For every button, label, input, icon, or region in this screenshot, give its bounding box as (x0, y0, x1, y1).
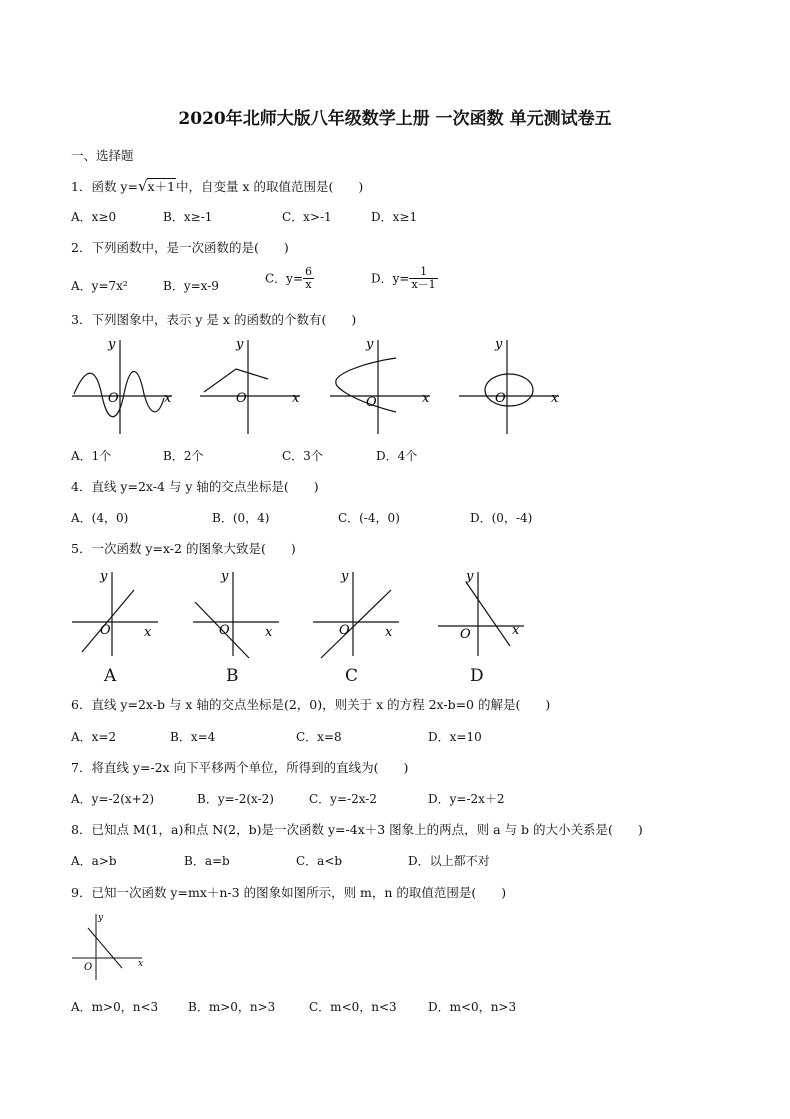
question-7: 7．将直线 y=-2x 向下平移两个单位，所得到的直线为( ) (71, 760, 409, 775)
q3-graph-parabola (326, 336, 436, 436)
question-9: 9．已知一次函数 y=mx＋n-3 的图象如图所示，则 m，n 的取值范围是( ) (71, 885, 507, 900)
question-1-option-a: A．x≥0 (71, 210, 117, 224)
question-4-option-c: C．(-4，0) (338, 511, 400, 525)
question-4-option-a: A．(4，0) (71, 511, 129, 525)
q5-label-c: C (345, 666, 359, 686)
question-2-option-b: B．y=x-9 (163, 279, 219, 293)
q3-graph-ellipse (455, 336, 565, 436)
question-6: 6．直线 y=2x-b 与 x 轴的交点坐标是(2，0)，则关于 x 的方程 2x-b=0 的解是( ) (71, 697, 551, 712)
origin-label: O (460, 627, 471, 642)
question-3: 3．下列图象中，表示 y 是 x 的函数的个数有( ) (71, 312, 357, 327)
axis-y-label: y (221, 569, 229, 584)
question-2-option-d-numerator: 1 (420, 265, 428, 278)
question-3-option-d: D．4个 (376, 449, 418, 463)
question-6-option-c: C．x=8 (296, 730, 342, 744)
axis-x-label: x (292, 391, 300, 406)
question-7-option-d: D．y=-2x＋2 (428, 792, 505, 806)
question-2-option-d-pre: D．y= (371, 271, 410, 286)
question-5: 5．一次函数 y=x-2 的图象大致是( ) (71, 541, 296, 556)
question-1-post: 中，自变量 x 的取值范围是( ) (176, 179, 364, 194)
q3-graph-sine (68, 336, 178, 436)
axis-y-label: y (341, 569, 349, 584)
question-9-option-d: D．m<0，n>3 (428, 1000, 517, 1014)
question-2-option-d-denominator: x－1 (411, 278, 436, 291)
question-2-option-a: A．y=7x² (71, 279, 128, 293)
question-4-option-b: B．(0，4) (212, 511, 270, 525)
axis-x-label: x (512, 623, 520, 638)
question-2-option-d (371, 266, 438, 291)
page-title: 2020年北师大版八年级数学上册 一次函数 单元测试卷五 (178, 109, 612, 129)
origin-label: O (219, 623, 230, 638)
question-8-option-a: A．a>b (71, 854, 117, 868)
q5-graph-d (434, 568, 529, 660)
question-2-option-c-numerator: 6 (305, 265, 313, 278)
question-2-option-c-pre: C．y= (265, 271, 304, 286)
question-7-option-c: C．y=-2x-2 (309, 792, 377, 806)
q5-label-d: D (470, 666, 484, 686)
question-7-option-b: B．y=-2(x-2) (197, 792, 274, 806)
question-6-option-d: D．x=10 (428, 730, 482, 744)
axis-x-label: x (422, 391, 430, 406)
question-2: 2．下列函数中，是一次函数的是( ) (71, 240, 289, 255)
question-3-option-c: C．3个 (282, 449, 323, 463)
question-8-option-b: B．a=b (184, 854, 230, 868)
question-8-option-d: D．以上都不对 (408, 854, 490, 868)
q5-graph-c (309, 568, 404, 660)
origin-label: O (84, 962, 93, 973)
section-heading: 一、选择题 (71, 148, 134, 163)
q3-graph-broken-line (196, 336, 306, 436)
question-8-option-c: C．a<b (296, 854, 343, 868)
origin-label: O (108, 391, 119, 406)
origin-label: O (339, 623, 350, 638)
question-7-option-a: A．y=-2(x+2) (71, 792, 155, 806)
question-2-option-c-denominator: x (303, 278, 314, 291)
origin-label: O (366, 395, 377, 410)
question-1-option-c: C．x>-1 (282, 210, 332, 224)
question-3-option-a: A．1个 (71, 449, 112, 463)
question-1: 1．函数 y=√x＋1中，自变量 x 的取值范围是( ) (71, 177, 364, 195)
axis-y-label: y (100, 569, 108, 584)
axis-x-label: x (551, 391, 559, 406)
q5-graph-b (189, 568, 284, 660)
origin-label: O (100, 623, 111, 638)
question-9-option-c: C．m<0，n<3 (309, 1000, 397, 1014)
axis-y-label: y (366, 337, 374, 352)
question-6-option-b: B．x=4 (170, 730, 216, 744)
question-6-option-a: A．x=2 (71, 730, 117, 744)
question-4-option-d: D．(0，-4) (470, 511, 533, 525)
axis-y-label: y (495, 337, 503, 352)
axis-y-label: y (236, 337, 244, 352)
q5-label-b: B (226, 666, 239, 686)
question-9-option-a: A．m>0，n<3 (71, 1000, 159, 1014)
q9-graph (68, 910, 150, 982)
q5-graph-a (68, 568, 163, 660)
question-4: 4．直线 y=2x-4 与 y 轴的交点坐标是( ) (71, 479, 319, 494)
origin-label: O (495, 391, 506, 406)
axis-y-label: y (108, 337, 116, 352)
question-1-option-d: D．x≥1 (371, 210, 418, 224)
axis-x-label: x (144, 625, 152, 640)
question-8: 8．已知点 M(1，a)和点 N(2，b)是一次函数 y=-4x＋3 图象上的两点，则 a 与 b 的大小关系是( ) (71, 822, 643, 837)
question-3-option-b: B．2个 (163, 449, 204, 463)
question-1-radicand: x＋1 (147, 179, 176, 194)
axis-x-label: x (385, 625, 393, 640)
axis-y-label: y (466, 569, 474, 584)
axis-x-label: x (164, 391, 172, 406)
question-1-option-b: B．x≥-1 (163, 210, 213, 224)
question-9-option-b: B．m>0，n>3 (188, 1000, 276, 1014)
question-2-option-c (265, 266, 314, 291)
origin-label: O (236, 391, 247, 406)
axis-y-label: y (98, 913, 104, 923)
axis-x-label: x (138, 959, 144, 969)
axis-x-label: x (265, 625, 273, 640)
q5-label-a: A (104, 666, 117, 686)
question-1-pre: 1．函数 y= (71, 179, 138, 194)
